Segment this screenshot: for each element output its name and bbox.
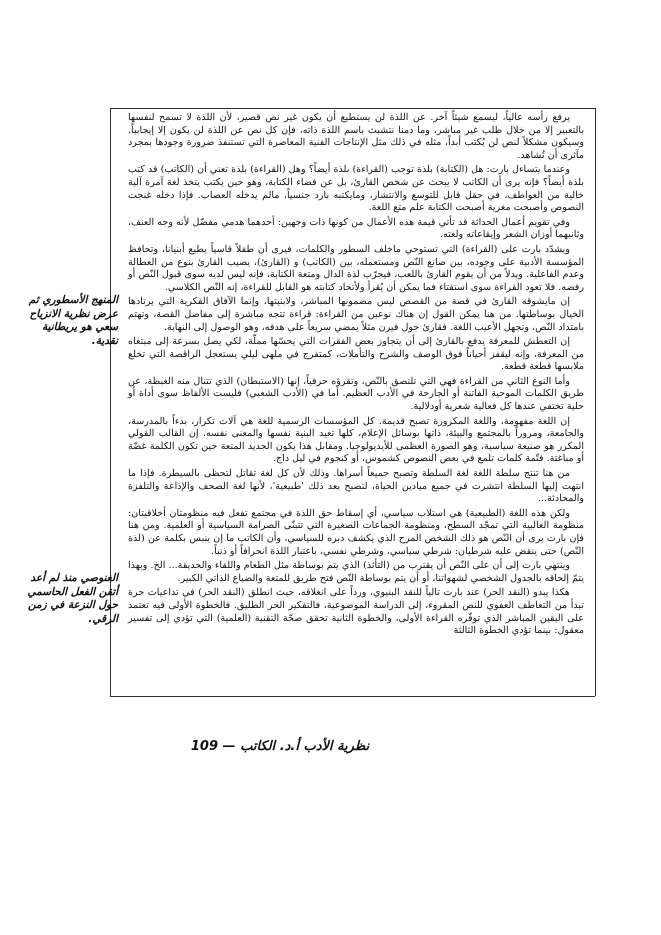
paragraph: ولكن هذه اللغة (الطبيعية) هي استلاب سياسي، أي إسقاط حق اللذة في مجتمع تفعل فيه منظومتان أخلاقيتان: منظومة الغالبية التي تمجّد السطح، ومنظومة الجماعات الصغيرة التي تتبنّى الصرامة السياسية أو العلمية. ومن هنا فإن بارت يرى أن النّص هو ذلك الشخص المرح الذي يكشف دبره للسياسي، وأن الكاتب ما إن ينبس بكلمة عن (لذة النّص) حتى ينقض عليه شرطيان: شرطي سياسي، وشرطي نفسي، باعتبار اللذة انحرافاً أو ذنباً. bbox=[128, 507, 584, 557]
frame-right-rule bbox=[595, 108, 596, 696]
main-body-text bbox=[128, 112, 584, 640]
paragraph: وفي تقويم أعمال الحداثة قد تأتي قيمة هذه الأعمال من كونها ذات وجهين: أحدهما هدمي مفضّل لأنه وجه العنف، وثانيهما أوزان الشعر وإيقاعاته ولغته. bbox=[128, 216, 584, 241]
margin-note: الغنوصي منذ لم أعد أتقن الفعل الحاسمي حول النزعة في زمن الرقي. bbox=[27, 572, 118, 625]
page-footer: نظرية الأدب أ.د. الكاتب — 109 bbox=[190, 739, 370, 754]
paragraph: من هنا تنتج سلطة اللغة لغة السلطة وتصبح جميعاً أسراها. وذلك لأن كل لغة تقاتل لتحظى بالسيطرة. فإذا ما انتهت إليها السلطة انتشرت في جميع ميادين الحياة، لتصبح بعد ذلك 'طبيعية'، لأنها لغة الصحف والإذاعة والتلفزة والمحادثة... bbox=[128, 468, 584, 505]
paragraph: إن مايشوقه القارئ في قصة من القصص ليس مضمونها المباشر، ولابنيتها، وإنما الآفاق الفكرية التي يرتادها الخيال بوساطتها. من هنا يمكن القول إن هناك نوعين من القراءة: قراءة تتجه مباشرة إلى مفاصل القصة، وتهتم بامتداد النّص، وتجهل الأعيب اللغة. فقارئ جول فيرن مثلاً يمضي سريعاً على هدفه، وهو الوصول إلى النهاية. bbox=[128, 296, 584, 333]
margin-note: المنهج الأسطوري ثم عرض نظرية الانزياح سعي هو يريطانية نقدية. bbox=[28, 294, 118, 347]
paragraph: يرفع رأسه عالياً، ليسمع شيئاً آخر. عن اللذة لن يستطيع أن يكون غير نص قصير، لأن اللذة لا تسمح لنفسها بالتعبير إلا من خلال طلب غير مباشر، وما دمنا نتشبث باسم اللذة ذاته، فإن كل نص عن اللذة لن يكون إلا إيجابياً. وسيكون مشكلاً لنص لن يُكتب أبداً، مثله في ذلك مثل الإنتاجات الفنية المعاصرة التي تستنفذ ضرورة وجودها بمجرد مآثرى أن تُشاهد. bbox=[128, 112, 584, 161]
paragraph: هكذا يبدو (النقد الحر) عند بارت تالياً للنقد البنيوي، ورداً على انغلاقه، حيث انطلق (النقد الحر) في تداعيات حرة تبدأ من التعاطف العفوي للنص المقروء، إلى الدراسة الموضوعية، فالتفكير الحر الطليق. فالخطوة الأولى فيه تعتمد على اليقين المباشر الذي توفّره القراءة الأولى، والخطوة الثانية تحقق صحّة التقنية (العلمية) التي تؤدي إلى تفسير معقول: بينما تؤدي الخطوة الثالثة bbox=[128, 587, 584, 637]
frame-top-rule bbox=[110, 108, 595, 109]
paragraph: إن اللغة مفهومة، واللغة المكرورة تصبح قديمة. كل المؤسسات الرسمية للغة هي آلات تكرار، بدءاً بالمدرسة، والجامعة، ومروراً بالمجتمع والبيئة، ذاتها بوسائل الإعلام، كلها تعيد البنية نفسها والمعنى نفسه. إن القالب القولي المكرر هو صنيعة سياسية، وهو الصورة العظمى للأيديولوجيا. ومقابل هذا يكون الجديد المتعة حين تكون الكلمة غضّة أو مباغتة. فتّمة كلمات تلمع في بعض النصوص كشموس، أو كنجوم في ليل داج. bbox=[128, 415, 584, 465]
paragraph: وعندما يتساءل بارت: هل (الكتابة) بلذة توجب (القراءة) بلذة أيضاً؟ وهل (القراءة) بلذة تعني أن (الكاتب) قد كتب بلذة أيضاً؟ فإنه يرى أن الكاتب لا يبحث عن شخص القارئ، بل عن فضاء الكتابة، وهو حين يكتب يتخذ لغة آمرة آلية خالية من العواطف، في حقل قابل للتوسع والانتشار، ومايكتبه بارد جنسياً، مالم يدخله العصاب. فإذا دخله غنجت النصوص وأصبحت مغرية أصبحت الكتابة علم متع اللغة. bbox=[128, 164, 584, 214]
paragraph: وينتهي بارت إلى أن على النّص أن يقترب من (التأثذ) الذي يتم بوساطة مثل الطعام واللقاء والحديقة... الخ. وبهذا يتمّ إلحاقه بالجدول الشخصي لشهواتنا، أو أن يتم بوساطة النّص فتح طريق للمتعة والضياع الذاتي الكبير. bbox=[128, 560, 584, 584]
paragraph: وأما النوع الثاني من القراءة فهي التي تلتصق بالنّص، وتقرؤه حرفياً، إنها (الاستبطان) الذي تتنال منه الغبطة، عن طريق الكلمات الموحية الفاتنة أو الجارحة في الأدب العظيم. أما في (الأدب الشعبي) فليست الألفاظ سوى أداة أو حلية تختفي عندها كل فعالية شعرية أودلالية. bbox=[128, 375, 584, 413]
paragraph: ويشدّد بارت على (القراءة) التي تستوحي ماخلف السطور والكلمات، فيرى أن طفلاً قاسياً يطيع أبنيانا، وتحافظ المؤسسة الأدبية على وجوده، بين صانع النّص ومستعمله، بين (الكاتب) و (القارئ)، يصيب القارئ بنوع من العطالة وعدم الفاعلية. وبدلاً من أن يقوم القارئ باللعب، فيجرّب لذة الدال ومتعة الكتابة، فإنه ليس لديه سوى قبول النّص أو رفضه. فلا تعود القراءة سوى استفتاء فما يمكن أن يُقرأ ولأتحاد كتابته هو القابل للقراءة، إنه النّص الكلاسي. bbox=[128, 243, 584, 293]
frame-bottom-rule bbox=[110, 696, 595, 697]
paragraph: إن التعطش للمعرفة يدفع بالقارئ إلى أن يتجاوز بعض الفقرات التي يحسّها مملّة، لكي يصل بسرعة إلى مبتغاه من المعرفة، وإنه ليقفز أحياناً فوق الوصف والشرح والتأملات، كمتفرج في ملهى ليلي يستعجل الراقصة التي تخلع ملابسها قطعة قطعة. bbox=[128, 336, 584, 373]
